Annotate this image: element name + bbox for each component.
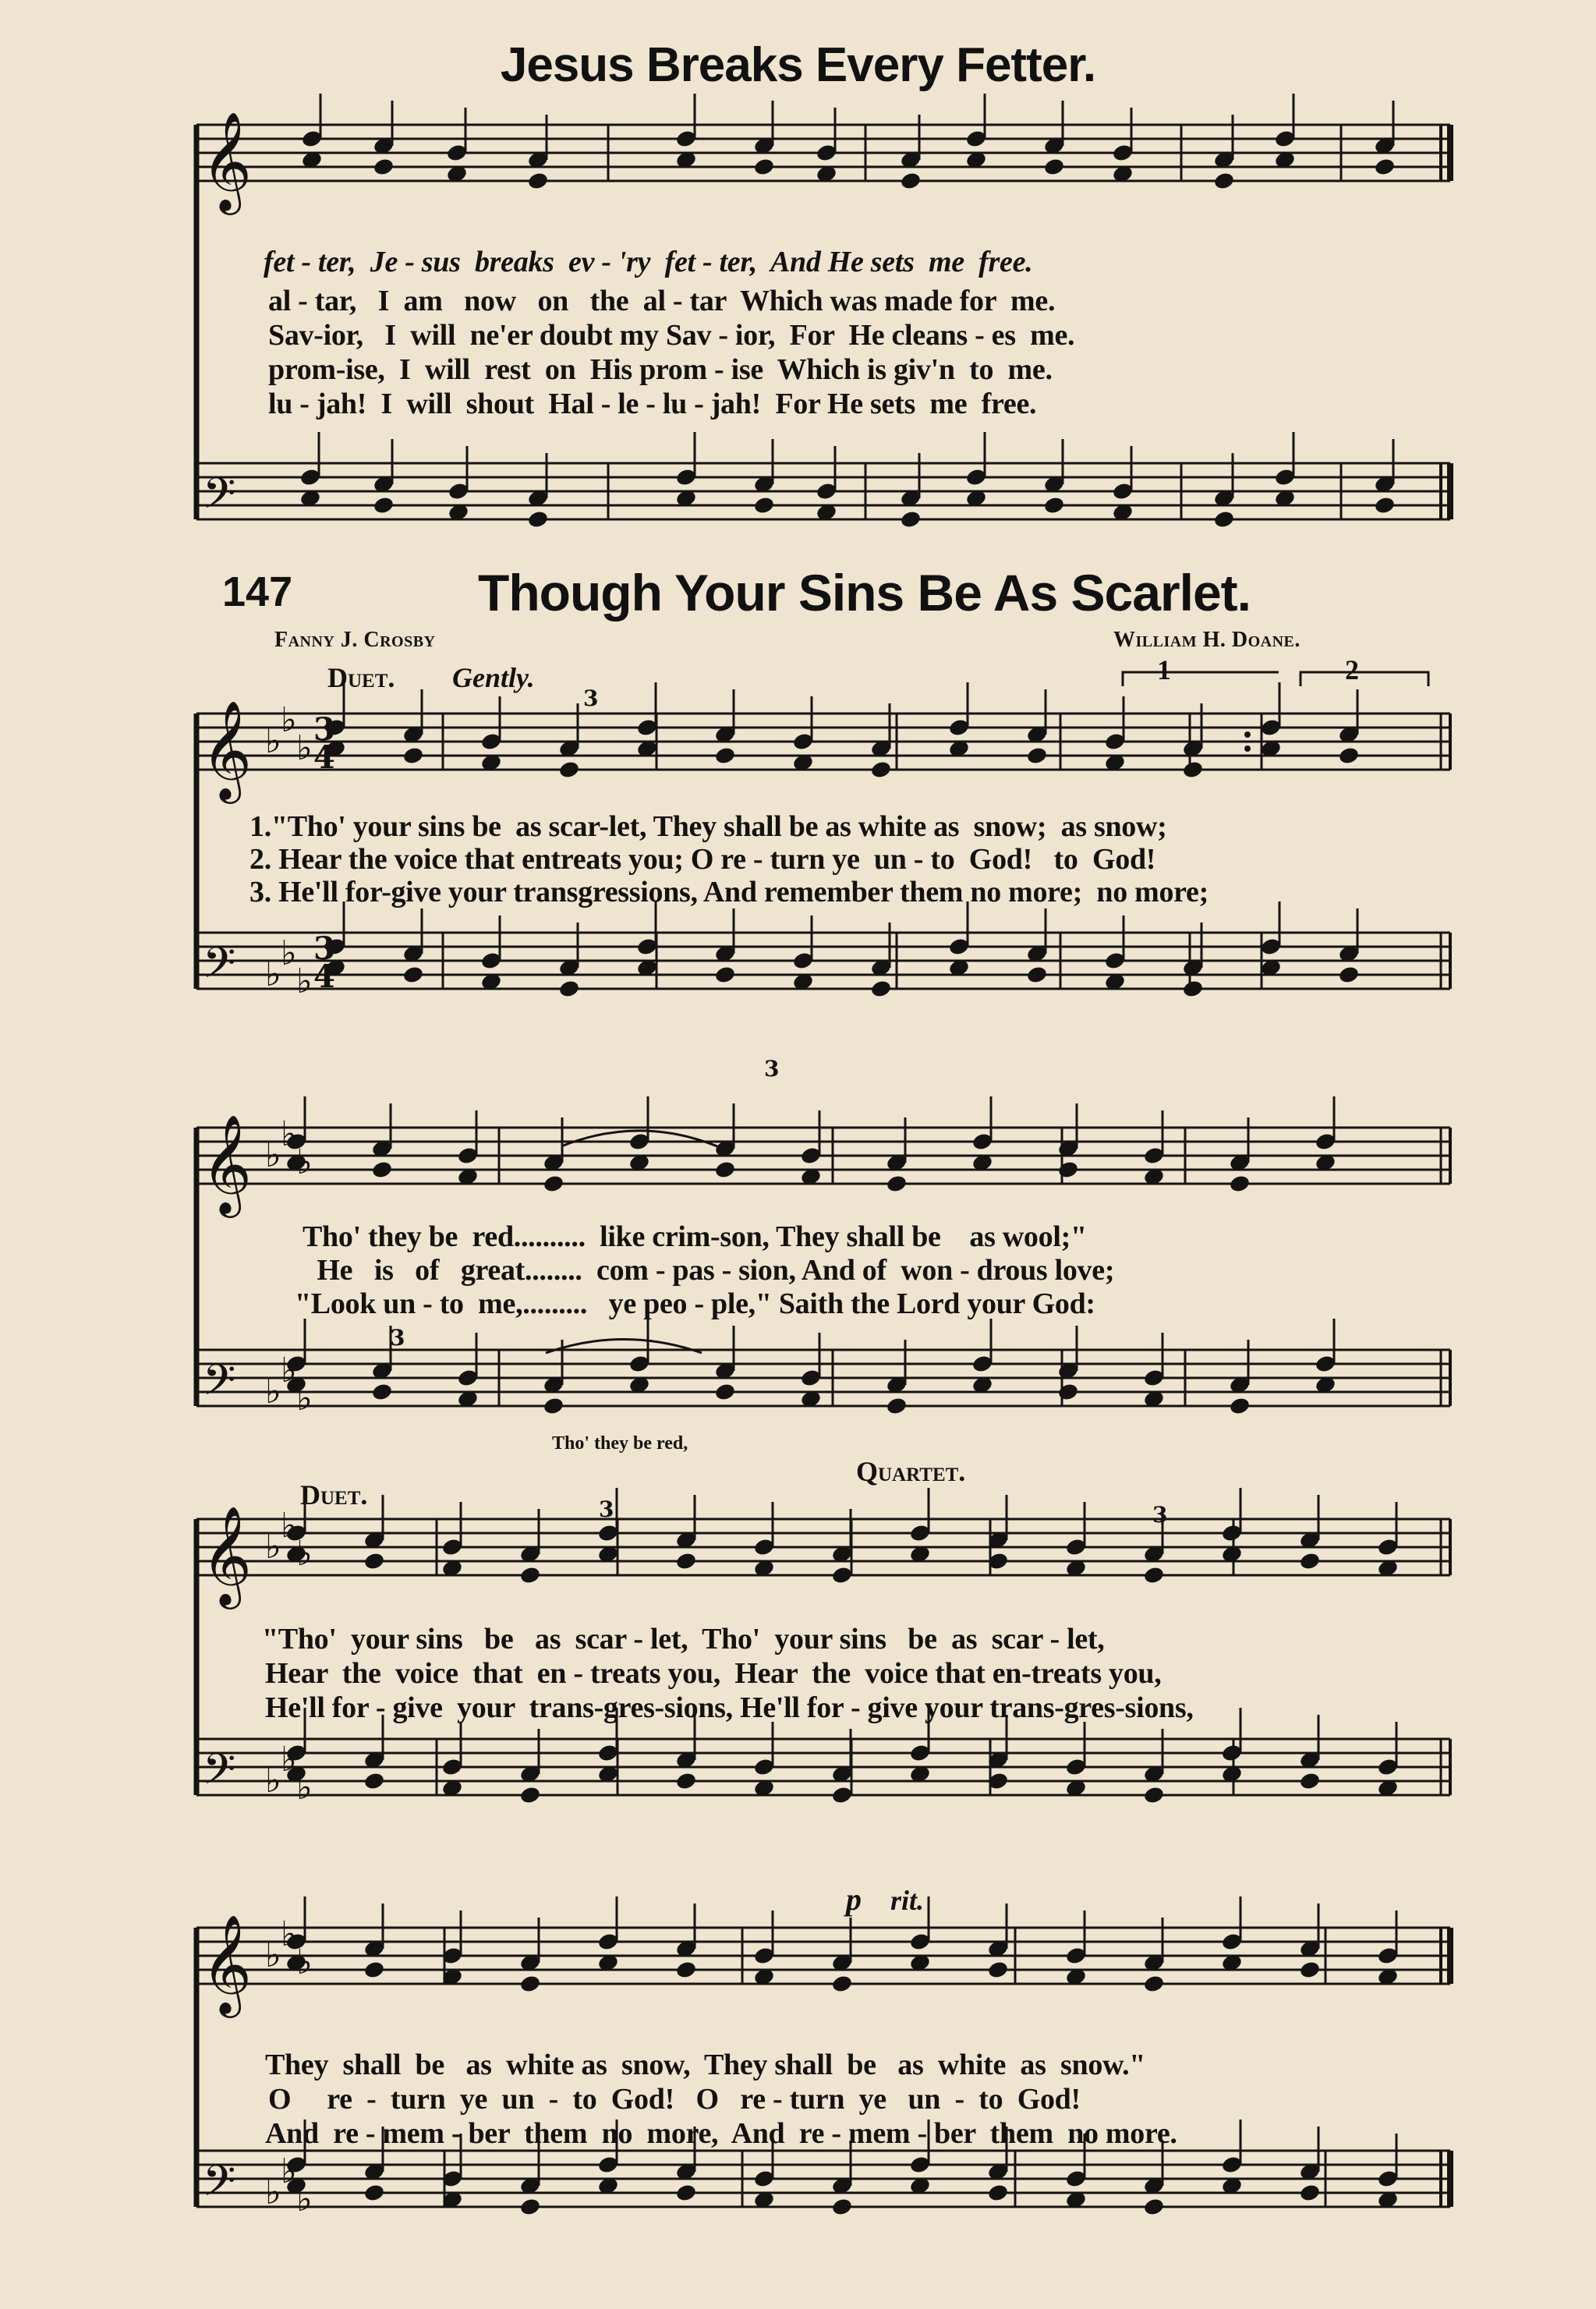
top-bass-notehead xyxy=(753,495,776,515)
bass-echo-lyric: Tho' they be red, xyxy=(552,1433,688,1454)
lyric-s1-verse-2: 2. Hear the voice that entreats you; O re - turn ye un - to God! to God! xyxy=(249,843,1156,876)
s2-bass-notehead xyxy=(1057,1382,1080,1401)
s1-treble-notehead xyxy=(558,760,581,779)
duet-direction: Duet. xyxy=(327,662,395,693)
s1-bass-time-sig-top: 3 xyxy=(313,930,335,967)
second-ending-bracket xyxy=(1301,672,1428,686)
s4-bass-notehead xyxy=(1299,2183,1322,2202)
s1-treble-time-sig-top: 3 xyxy=(313,711,335,748)
s2-key-flat: ♭ xyxy=(281,1114,297,1154)
s3-key-flat: ♭ xyxy=(281,1506,297,1546)
s3-key-flat-bass: ♭ xyxy=(296,1768,313,1808)
s3-treble-notehead xyxy=(675,1551,698,1571)
lyric-s3-verse-3: He'll for - give your trans-gres-sions, He'll for - give your trans-gres-sions, xyxy=(265,1691,1194,1724)
s3-bass-clef: 𝄢 xyxy=(203,1744,236,1804)
duet-direction-2: Duet. xyxy=(300,1479,368,1510)
top-treble-clef: 𝄞 xyxy=(201,111,253,211)
s2-treble-notehead xyxy=(714,1160,737,1179)
s2-key-flat-bass: ♭ xyxy=(296,1379,313,1418)
s3-bass-notehead xyxy=(1299,1771,1322,1790)
lyric-top-line-1: fet - ter, Je - sus breaks ev - 'ry fet - ter, And He sets me free. xyxy=(264,246,1033,278)
hymn-title-top: Jesus Breaks Every Fetter. xyxy=(500,38,1096,92)
triplet-mark: 3 xyxy=(583,685,599,711)
s1-bass-notehead xyxy=(714,965,737,984)
s2-bass-notehead xyxy=(1229,1396,1251,1415)
s1-treble-notehead xyxy=(870,760,893,779)
s1-treble-notehead xyxy=(714,745,737,765)
composer-credit: William H. Doane. xyxy=(1113,628,1301,652)
s1-key-flat: ♭ xyxy=(296,728,313,768)
dynamics-piano: p xyxy=(846,1882,862,1917)
s3-treble-notehead xyxy=(519,1565,542,1585)
top-bass-notehead xyxy=(1043,495,1066,515)
s2-treble-clef: 𝄞 xyxy=(201,1114,253,1213)
s4-bass-notehead xyxy=(987,2183,1010,2202)
s2-key-flat: ♭ xyxy=(296,1142,313,1182)
s1-bass-notehead xyxy=(402,965,425,984)
s3-bass-notehead xyxy=(1143,1785,1166,1804)
s1-bass-notehead xyxy=(1026,965,1049,984)
s1-key-flat: ♭ xyxy=(265,721,281,761)
repeat-dot xyxy=(1244,731,1251,738)
s1-treble-notehead xyxy=(1026,745,1049,765)
s3-key-flat-bass: ♭ xyxy=(281,1740,297,1780)
lyric-s1-verse-3: 3. He'll for-give your transgressions, And remember them no more; no more; xyxy=(249,876,1209,908)
s3-treble-clef: 𝄞 xyxy=(201,1505,253,1605)
s4-key-flat: ♭ xyxy=(281,1914,297,1954)
s1-treble-notehead xyxy=(1182,760,1205,779)
s2-bass-notehead xyxy=(371,1382,394,1401)
top-treble-notehead xyxy=(373,157,395,176)
first-ending-bracket xyxy=(1123,672,1279,686)
lyric-s3-verse-1: "Tho' your sins be as scar - let, Tho' your sins be as scar - let, xyxy=(262,1623,1105,1656)
lyric-s3-verse-2: Hear the voice that en - treats you, Hear the voice that en-treats you, xyxy=(265,1657,1162,1690)
s4-bass-notehead xyxy=(519,2197,542,2216)
top-treble-notehead xyxy=(1374,157,1396,176)
top-treble-notehead xyxy=(1213,171,1236,190)
s2-treble-notehead xyxy=(371,1160,394,1179)
s3-key-flat: ♭ xyxy=(265,1527,281,1567)
lyric-top-line-5: lu - jah! I will shout Hal - le - lu - jah! For He sets me free. xyxy=(268,388,1037,420)
s2-treble-notehead xyxy=(886,1174,908,1193)
lyric-s2-verse-3: "Look un - to me,......... ye peo - ple," Saith the Lord your God: xyxy=(295,1287,1095,1320)
s3-key-flat: ♭ xyxy=(296,1534,313,1574)
top-bass-notehead xyxy=(1213,509,1236,529)
s3-bass-notehead xyxy=(831,1785,854,1804)
s1-treble-clef: 𝄞 xyxy=(201,699,253,799)
lyric-s2-verse-2: He is of great........ com - pas - sion, And of won - drous love; xyxy=(303,1254,1115,1287)
author-credit: Fanny J. Crosby xyxy=(274,628,436,652)
s2-bass-notehead xyxy=(543,1396,565,1415)
lyric-s4-verse-2: O re - turn ye un - to God! O re - turn ye un - to God! xyxy=(268,2083,1081,2116)
s1-bass-notehead xyxy=(1182,979,1205,998)
s3-treble-notehead xyxy=(1299,1551,1322,1571)
s2-bass-notehead xyxy=(886,1396,908,1415)
s4-key-flat: ♭ xyxy=(296,1942,313,1982)
s4-bass-notehead xyxy=(363,2183,386,2202)
s3-bass-notehead xyxy=(519,1785,542,1804)
hymn-number: 147 xyxy=(222,568,293,615)
first-ending-number: 1 xyxy=(1157,654,1171,685)
s3-treble-notehead xyxy=(831,1565,854,1585)
s1-bass-notehead xyxy=(1338,965,1361,984)
top-bass-clef: 𝄢 xyxy=(203,469,236,529)
lyric-top-line-4: prom-ise, I will rest on His prom - ise Which is giv'n to me. xyxy=(268,353,1053,386)
s2-treble-notehead xyxy=(1057,1160,1080,1179)
triplet-mark: 3 xyxy=(764,1056,780,1082)
s1-bass-time-sig-bottom: 4 xyxy=(313,958,335,995)
top-bass-notehead xyxy=(1374,495,1396,515)
s3-bass-notehead xyxy=(363,1771,386,1790)
s4-bass-clef: 𝄢 xyxy=(203,2156,236,2216)
top-treble-notehead xyxy=(900,171,922,190)
top-bass-notehead xyxy=(373,495,395,515)
s4-bass-notehead xyxy=(675,2183,698,2202)
lyric-s2-verse-1: Tho' they be red.......... like crim-son, They shall be as wool;" xyxy=(303,1220,1087,1253)
top-bass-notehead xyxy=(527,509,550,529)
s2-key-flat-bass: ♭ xyxy=(265,1372,281,1411)
s1-bass-notehead xyxy=(870,979,893,998)
s1-treble-notehead xyxy=(402,745,425,765)
s4-treble-notehead xyxy=(1299,1960,1322,1979)
s3-treble-notehead xyxy=(363,1551,386,1571)
lyric-s4-verse-1: They shall be as white as snow, They shall be as white as snow." xyxy=(265,2049,1146,2081)
triplet-mark: 3 xyxy=(390,1325,405,1351)
s4-key-flat-bass: ♭ xyxy=(281,2151,297,2191)
s3-key-flat-bass: ♭ xyxy=(265,1761,281,1801)
quartet-direction: Quartet. xyxy=(856,1456,966,1487)
lyric-top-line-3: Sav-ior, I will ne'er doubt my Sav - ior, For He cleans - es me. xyxy=(268,319,1075,352)
lyric-top-line-2: al - tar, I am now on the al - tar Which was made for me. xyxy=(268,285,1056,317)
s2-treble-notehead xyxy=(1229,1174,1251,1193)
s1-bass-clef: 𝄢 xyxy=(203,938,236,998)
triplet-mark: 3 xyxy=(1152,1502,1168,1528)
s4-bass-notehead xyxy=(1143,2197,1166,2216)
s4-treble-notehead xyxy=(363,1960,386,1979)
s4-key-flat-bass: ♭ xyxy=(296,2180,313,2219)
s4-treble-notehead xyxy=(987,1960,1010,1979)
s1-key-flat-bass: ♭ xyxy=(265,954,281,994)
s1-bass-notehead xyxy=(558,979,581,998)
top-treble-notehead xyxy=(527,171,550,190)
s2-key-flat: ♭ xyxy=(265,1135,281,1175)
s1-key-flat-bass: ♭ xyxy=(296,961,313,1001)
top-bass-notehead xyxy=(900,509,922,529)
s4-key-flat-bass: ♭ xyxy=(265,2173,281,2212)
s4-treble-notehead xyxy=(1143,1974,1166,1993)
s4-treble-notehead xyxy=(675,1960,698,1979)
s4-treble-notehead xyxy=(831,1974,854,1993)
s2-treble-notehead xyxy=(543,1174,565,1193)
s1-treble-time-sig-bottom: 4 xyxy=(313,739,335,776)
s4-treble-clef: 𝄞 xyxy=(201,1914,253,2013)
lyric-s1-verse-1: 1."Tho' your sins be as scar-let, They shall be as white as snow; as snow; xyxy=(249,810,1167,843)
s1-key-flat-bass: ♭ xyxy=(281,933,297,973)
s2-bass-notehead xyxy=(714,1382,737,1401)
second-ending-number: 2 xyxy=(1345,654,1359,685)
top-treble-notehead xyxy=(753,157,776,176)
hymn-title-main: Though Your Sins Be As Scarlet. xyxy=(478,564,1251,622)
lyric-s4-verse-3: And re - mem - ber them no more, And re - mem - ber them no more. xyxy=(265,2117,1177,2150)
s4-key-flat: ♭ xyxy=(265,1935,281,1975)
tempo-direction: Gently. xyxy=(452,662,535,693)
top-treble-notehead xyxy=(1043,157,1066,176)
s1-treble-notehead xyxy=(1338,745,1361,765)
ritardando-mark: rit. xyxy=(890,1885,925,1916)
s1-key-flat: ♭ xyxy=(281,700,297,740)
triplet-mark: 3 xyxy=(599,1496,614,1522)
s3-bass-notehead xyxy=(675,1771,698,1790)
s2-key-flat-bass: ♭ xyxy=(281,1351,297,1390)
s4-treble-notehead xyxy=(519,1974,542,1993)
s4-bass-notehead xyxy=(831,2197,854,2216)
s2-bass-clef: 𝄢 xyxy=(203,1355,236,1415)
repeat-dot xyxy=(1244,745,1251,752)
s3-treble-notehead xyxy=(1143,1565,1166,1585)
